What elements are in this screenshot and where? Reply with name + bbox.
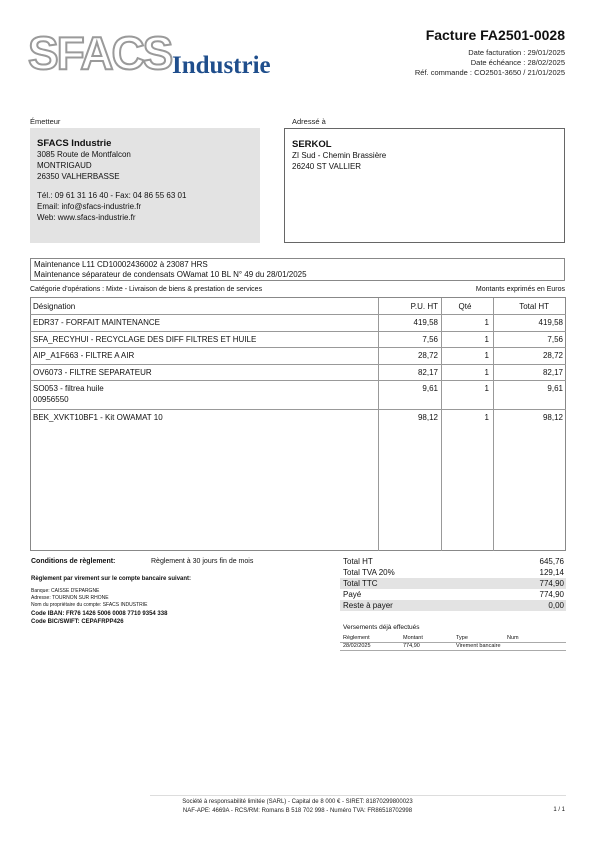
total-label: Total HT — [343, 557, 373, 566]
destinataire-address2: 26240 ST VALLIER — [292, 162, 362, 171]
table-row-designation: SFA_RECYHUI - RECYCLAGE DES DIFF FILTRES ET HUILE — [33, 335, 257, 344]
table-row-designation-line2: 00956550 — [33, 395, 69, 404]
iban: Code IBAN: FR76 1426 5006 0008 7710 9354 338 — [31, 611, 168, 617]
header-total: Total HT — [519, 302, 549, 311]
account-owner: Nom du propriétaire du compte: SFACS INDUSTRIE — [31, 602, 148, 608]
header-qte: Qté — [458, 302, 472, 311]
devise-note: Montants exprimés en Euros — [475, 286, 565, 293]
versements-header-type: Type — [456, 635, 468, 641]
paye-row — [340, 589, 566, 600]
table-row-designation: AIP_A1F663 - FILTRE A AIR — [33, 351, 135, 360]
conditions-value: Règlement à 30 jours fin de mois — [151, 558, 254, 565]
emetteur-box — [30, 128, 260, 243]
destinataire-name: SERKOL — [292, 139, 332, 150]
row-divider — [30, 409, 566, 410]
reference-line1: Maintenance L11 CD10002436002 à 23087 HRS — [34, 260, 208, 269]
table-row-pu: 82,17 — [417, 368, 438, 377]
total-value: 129,14 — [539, 568, 564, 577]
logo-sfacs: SFACS — [28, 27, 172, 79]
page-number: 1 / 1 — [553, 807, 565, 813]
references-box — [30, 258, 565, 281]
ref-commande: Réf. commande : CO2501-3650 / 21/01/2025 — [414, 68, 565, 77]
emetteur-address2: MONTRIGAUD — [37, 161, 92, 170]
versement-type: Virement bancaire — [456, 643, 501, 649]
versements-table — [340, 634, 566, 651]
emetteur-email: Email: info@sfacs-industrie.fr — [37, 202, 142, 211]
virement-title: Règlement par virement sur le compte bancaire suivant: — [31, 576, 192, 582]
total-label: Payé — [343, 590, 362, 599]
emetteur-name: SFACS Industrie — [37, 138, 112, 149]
bank-codes — [31, 610, 167, 626]
reste-a-payer-row — [340, 600, 566, 611]
versements-header-num: Num — [507, 635, 519, 641]
versements-divider — [340, 650, 566, 651]
table-row-designation: BEK_XVKT10BF1 - Kit OWAMAT 10 — [33, 413, 163, 422]
row-divider — [30, 364, 566, 365]
table-row-total: 419,58 — [538, 318, 563, 327]
versements-title: Versements déjà effectués — [343, 624, 420, 631]
conditions-label: Conditions de règlement: — [31, 558, 116, 565]
invoice-title: Facture FA2501-0028 — [425, 27, 565, 43]
versement-reglement: 28/02/2025 — [343, 643, 371, 649]
total-label: Total TVA 20% — [343, 568, 395, 577]
row-divider — [30, 347, 566, 348]
table-row-designation: EDR37 - FORFAIT MAINTENANCE — [33, 318, 160, 327]
emetteur-label: Émetteur — [30, 117, 61, 126]
versements-header-montant: Montant — [403, 635, 423, 641]
footer-line2: NAF-APE: 4669A - RCS/RM: Romans B 518 702 998 - Numéro TVA: FR86518702998 — [182, 808, 413, 814]
destinataire-address1: ZI Sud - Chemin Brassière — [292, 151, 387, 160]
row-divider — [30, 331, 566, 332]
total-value: 0,00 — [548, 601, 564, 610]
table-row-qte: 1 — [484, 368, 489, 377]
table-row-qte: 1 — [484, 318, 489, 327]
totals-block — [340, 556, 566, 614]
emetteur-phone: Tél.: 09 61 31 16 40 - Fax: 04 86 55 63 01 — [37, 191, 187, 200]
emetteur-web: Web: www.sfacs-industrie.fr — [37, 213, 136, 222]
total-tva-row — [340, 567, 566, 578]
table-row-total: 28,72 — [542, 351, 563, 360]
table-row-total: 9,61 — [547, 384, 563, 393]
reference-line2: Maintenance séparateur de condensats OWamat 10 BL N° 49 du 28/01/2025 — [34, 270, 307, 279]
total-label: Total TTC — [343, 579, 378, 588]
total-label: Reste à payer — [343, 601, 393, 610]
bank-name: Banque: CAISSE D'EPARGNE — [31, 588, 100, 594]
date-echeance: Date échéance : 28/02/2025 — [470, 58, 565, 67]
bank-details — [31, 588, 147, 609]
versements-divider — [340, 642, 566, 643]
table-row-total: 98,12 — [542, 413, 563, 422]
table-row-designation: OV6073 - FILTRE SEPARATEUR — [33, 368, 152, 377]
table-row-qte: 1 — [484, 384, 489, 393]
total-ht-row — [340, 556, 566, 567]
invoice-meta — [415, 48, 565, 78]
date-facturation: Date facturation : 29/01/2025 — [468, 48, 565, 57]
table-row-qte: 1 — [484, 351, 489, 360]
footer-line1: Société à responsabilité limitée (SARL) - Capital de 8 000 € - SIRET: 81870299800023 — [182, 799, 413, 805]
total-ttc-row — [340, 578, 566, 589]
footer-legal — [100, 798, 495, 816]
logo-industrie: Industrie — [172, 52, 271, 79]
versement-montant: 774,90 — [403, 643, 420, 649]
table-row-qte: 1 — [484, 413, 489, 422]
versements-header-reglement: Règlement — [343, 635, 370, 641]
total-value: 645,76 — [539, 557, 564, 566]
total-value: 774,90 — [539, 590, 564, 599]
table-row-pu: 419,58 — [413, 318, 438, 327]
bic: Code BIC/SWIFT: CEPAFRPP426 — [31, 619, 124, 625]
table-row-pu: 9,61 — [422, 384, 438, 393]
table-row-pu: 28,72 — [417, 351, 438, 360]
table-row-designation: SO053 - filtrea huile — [33, 384, 104, 393]
header-pu: P.U. HT — [410, 302, 438, 311]
table-row-total: 82,17 — [542, 368, 563, 377]
table-row-pu: 7,56 — [422, 335, 438, 344]
destinataire-label: Adressé à — [292, 117, 326, 126]
table-row-total: 7,56 — [547, 335, 563, 344]
destinataire-box — [284, 128, 565, 243]
emetteur-address3: 26350 VALHERBASSE — [37, 172, 120, 181]
footer-divider — [150, 795, 566, 796]
table-row-pu: 98,12 — [417, 413, 438, 422]
emetteur-address1: 3085 Route de Montfalcon — [37, 150, 131, 159]
categorie-operations: Catégorie d'opérations : Mixte - Livraison de biens & prestation de services — [30, 286, 263, 293]
table-row-qte: 1 — [484, 335, 489, 344]
bank-address: Adresse: TOURNON SUR RHONE — [31, 595, 109, 601]
total-value: 774,90 — [539, 579, 564, 588]
row-divider — [30, 380, 566, 381]
header-designation: Désignation — [33, 302, 76, 311]
